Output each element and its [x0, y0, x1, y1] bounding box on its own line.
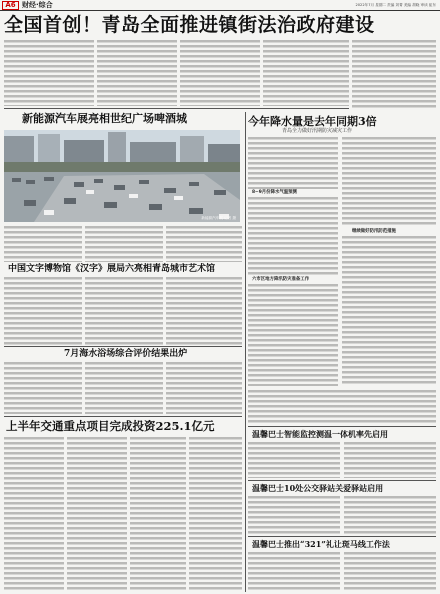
page-code-box: A6: [2, 1, 19, 10]
article-text: [67, 437, 127, 592]
article-text: [85, 277, 163, 345]
article-text: [166, 277, 242, 345]
article-text: [344, 496, 436, 534]
article-text: [4, 40, 94, 106]
photo-caption: 新能源汽车展 记者 摄: [201, 216, 236, 220]
article-text: [85, 362, 163, 414]
bus2-headline: 温馨巴士10处公交驿站关爱驿站启用: [252, 483, 384, 493]
main-headline: 全国首创！青岛全面推进镇街法治政府建设: [4, 14, 375, 36]
rain-headline: 今年降水量是去年同期3倍: [248, 115, 377, 128]
subhead-1: 8~9月份降水气温预测: [252, 190, 297, 195]
article-text: [248, 442, 340, 478]
article-text: [4, 277, 82, 345]
article-text: [248, 197, 338, 275]
beach-headline: 7月海水浴场综合评价结果出炉: [64, 349, 188, 359]
column-divider: [245, 112, 246, 592]
divider: [4, 346, 242, 347]
section-label: 财经·综合: [22, 1, 53, 9]
header-right-info: 2022年7月 星期二 责编 刘菁 美编 胡晓 审读 崔东: [355, 3, 436, 7]
article-text: [248, 552, 340, 592]
article-text: [344, 552, 436, 592]
subhead-3: 六市区地方降汛防灾准备工作: [252, 277, 310, 282]
article-text: [352, 40, 436, 110]
article-text: [344, 442, 436, 478]
article-text: [130, 437, 186, 592]
museum-headline: 中国文字博物馆《汉字》展局六亮相青岛城市艺术馆: [8, 264, 216, 274]
bus3-headline: 温馨巴士推出“321”礼让斑马线工作法: [252, 539, 390, 549]
page-header: [0, 0, 440, 11]
article-text: [189, 437, 242, 592]
article-text: [4, 437, 64, 592]
article-text: [248, 137, 338, 189]
article-text: [166, 226, 242, 262]
divider: [4, 416, 242, 417]
divider: [248, 480, 436, 481]
rain-subheadline: 青岛全力做好汛期防灾减灾工作: [282, 128, 353, 134]
photo-headline: 新能源汽车展亮相世纪广场啤酒城: [22, 112, 187, 125]
article-text: [342, 236, 436, 386]
article-text: [248, 284, 338, 386]
article-text: [342, 137, 436, 227]
divider: [4, 108, 349, 109]
article-text: [4, 362, 82, 414]
article-text: [4, 226, 82, 262]
article-text: [248, 390, 436, 424]
subhead-2: 继续做好防汛防范措施: [352, 229, 396, 234]
news-photo: [4, 130, 240, 222]
article-text: [180, 40, 260, 106]
divider: [248, 426, 436, 427]
article-text: [263, 40, 349, 106]
article-text: [97, 40, 177, 106]
transport-headline: 上半年交通重点项目完成投资225.1亿元: [6, 419, 215, 433]
article-text: [85, 226, 163, 262]
article-text: [248, 496, 340, 534]
divider: [248, 536, 436, 537]
bus1-headline: 温馨巴士智能监控测温一体机率先启用: [252, 429, 388, 439]
article-text: [166, 362, 242, 414]
